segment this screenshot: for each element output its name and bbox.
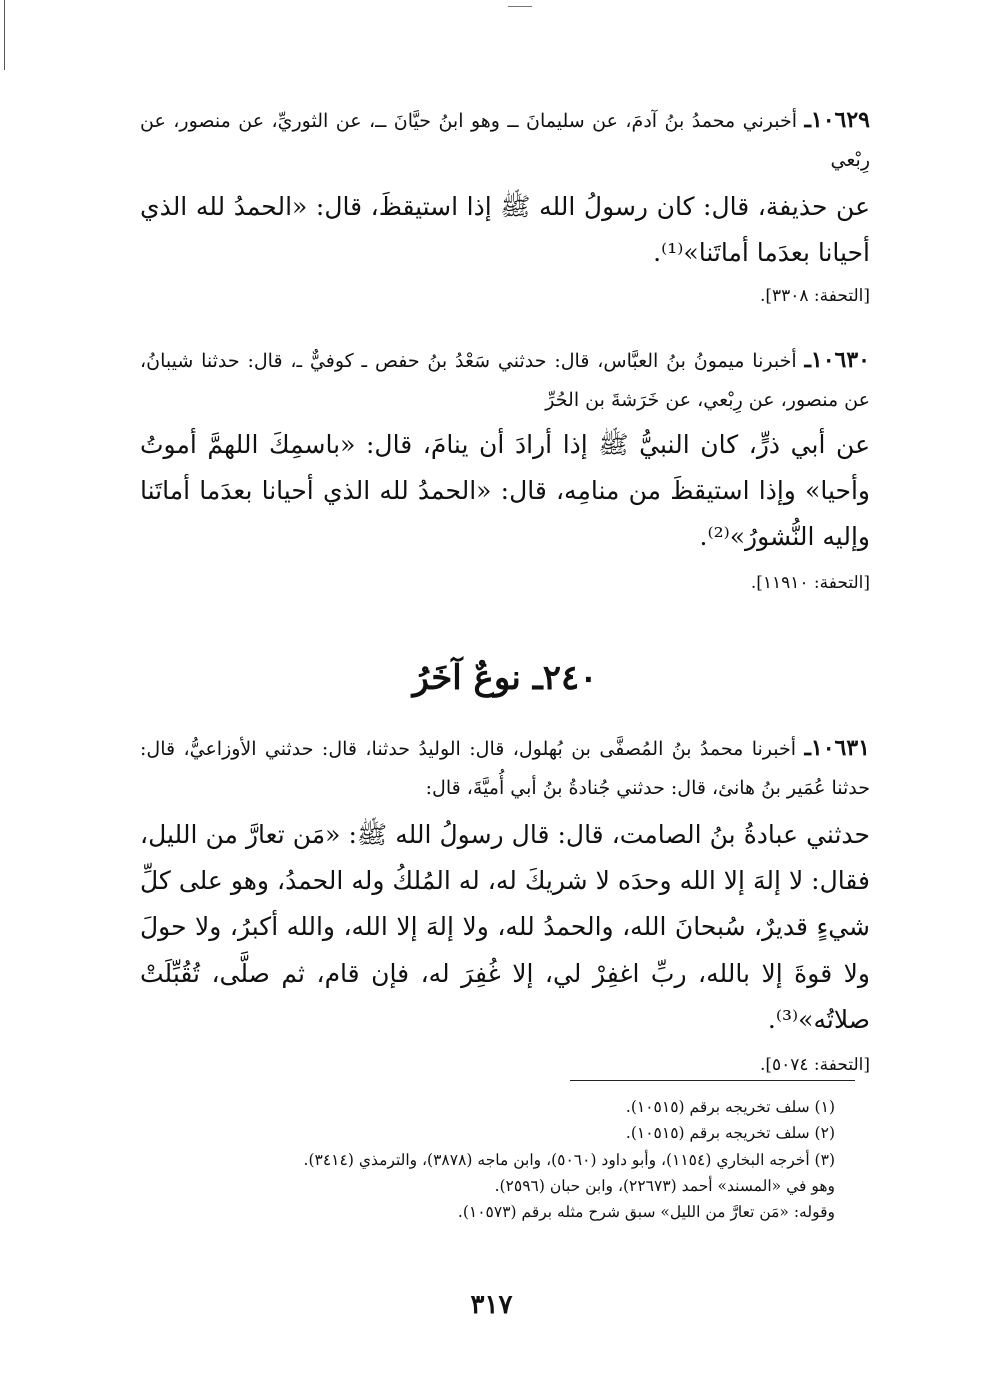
tuhfa-reference: [التحفة: ١١٩١٠]. (750, 572, 870, 593)
hadith-10630 (140, 340, 870, 593)
footnote-3-cont: وهو في «المسند» أحمد (٢٢٦٧٣)، وابن حبان (٢٥٩٦). (494, 1177, 835, 1196)
tuhfa-reference: [التحفة: ٣٣٠٨]. (759, 286, 870, 307)
hadith-number: ١٠٦٣١ـ (804, 735, 870, 761)
tuhfa-reference: [التحفة: ٥٠٧٤]. (759, 1055, 870, 1076)
page-number: ٣١٧ (470, 1290, 513, 1320)
footnote-separator (570, 1080, 855, 1081)
isnad-text: أخبرنا ميمونُ بنُ العبَّاس، قال: حدثني سَعْدُ بنُ حفص ـ كوفيٌّ ـ، قال: حدثنا شيبانُ، عن منصور، عن رِبْعي، عن خَرَشةَ بن الحُرِّ (140, 350, 870, 411)
footnote-3: (٣) أخرجه البخاري (١١٥٤)، وأبو داود (٥٠٦٠)، وابن ماجه (٣٨٧٨)، والترمذي (٣٤١٤). (303, 1150, 835, 1169)
hadith-number: ١٠٦٢٩ـ (804, 107, 870, 133)
hadith-matn: حدثني عبادةُ بنُ الصامت، قال: قال رسولُ الله ﷺ: «مَن تعارَّ من الليل، فقال: لا إلهَ إلا الله وحدَه لا شريكَ له، له المُلكُ وله الحمدُ، وهو على كلِّ شيءٍ قديرٌ، سُبحانَ الله، والحمدُ لله، ولا إلهَ إلا الله، والله أكبرُ، ولا حولَ ولا قوةَ إلا بالله، ربِّ اغفِرْ لي، إلا غُفِرَ له، فإن قام، ثم صلَّى، تُقُبِّلَتْ صلاتُه»⁽³⁾. (140, 819, 870, 1034)
hadith-10631 (140, 728, 870, 1075)
footnote-3-note: وقوله: «مَن تعارَّ من الليل» سبق شرح مثله برقم (١٠٥٧٣). (457, 1203, 835, 1222)
isnad-text: أخبرنا محمدُ بنُ المُصفَّى بن بُهلول، قال: الوليدُ حدثنا، قال: حدثني الأوزاعيُّ، قال: حدثنا عُمَير بنُ هانئ، قال: حدثني جُنادةُ بنُ أبي أُميَّةَ، قال: (140, 738, 870, 799)
hadith-isnad (140, 100, 870, 178)
hadith-matn: عن أبي ذرٍّ، كان النبيُّ ﷺ إذا أرادَ أن ينامَ، قال: «باسمِكَ اللهمَّ أموتُ وأحيا» وإذا استيقظَ من منامِه، قال: «الحمدُ لله الذي أحيانا بعدَما أماتَنا وإليه النُّشورُ»⁽²⁾. (140, 429, 870, 552)
hadith-number: ١٠٦٣٠ـ (804, 347, 870, 373)
chapter-title: ٢٤٠ـ نوعٌ آخَرُ (412, 658, 598, 698)
hadith-matn: عن حذيفة، قال: كان رسولُ الله ﷺ إذا استيقظَ، قال: «الحمدُ لله الذي أحيانا بعدَما أماتَنا»⁽¹⁾. (140, 191, 870, 268)
page-edge-line (4, 0, 5, 70)
footnote-2: (٢) سلف تخريجه برقم (١٠٥١٥). (625, 1124, 835, 1143)
footnote-1: (١) سلف تخريجه برقم (١٠٥١٥). (625, 1098, 835, 1116)
hadith-isnad (140, 728, 870, 806)
footnotes (140, 1094, 835, 1226)
hadith-isnad (140, 340, 870, 418)
hadith-10629 (140, 100, 870, 306)
isnad-text: أخبرني محمدُ بنُ آدمَ، عن سليمانَ ــ وهو ابنُ حيَّانَ ــ، عن الثوريِّ، عن منصور، عن رِبْعي (140, 110, 870, 171)
top-mark (508, 6, 532, 7)
